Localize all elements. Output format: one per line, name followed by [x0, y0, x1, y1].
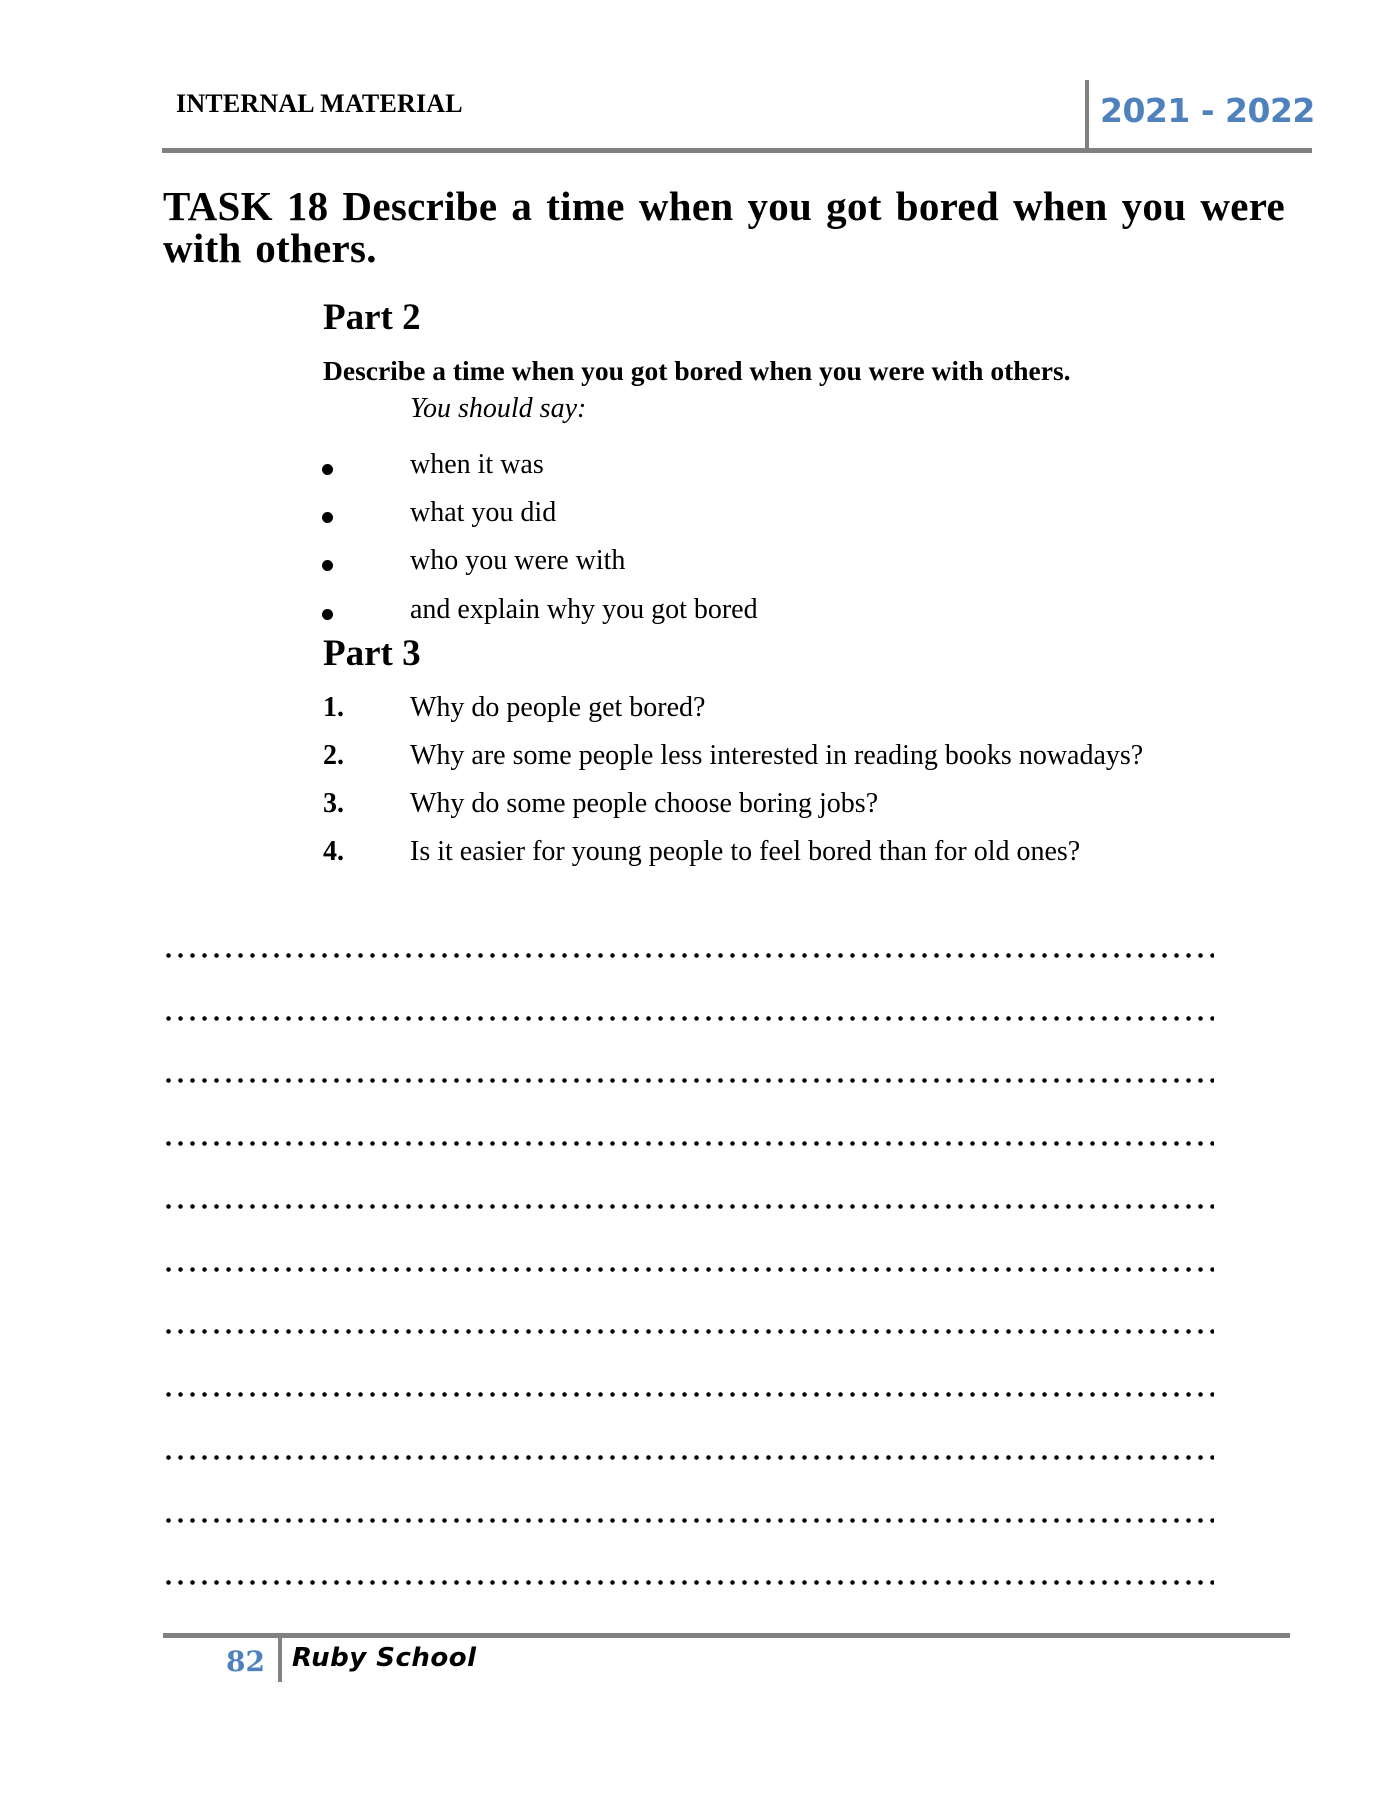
answer-line[interactable]: [166, 1016, 1214, 1021]
bullet-icon: [322, 464, 333, 475]
question-number: 3.: [323, 788, 344, 819]
footer-divider: [278, 1638, 282, 1682]
bullet-text: what you did: [410, 497, 557, 528]
header-divider: [1085, 80, 1089, 152]
answer-line[interactable]: [166, 953, 1214, 958]
part3-heading: Part 3: [323, 633, 421, 674]
cue-card-bullet: [322, 594, 1282, 634]
bullet-text: when it was: [410, 449, 544, 480]
header-year: 2021 - 2022: [1100, 91, 1315, 130]
question-text: Why do people get bored?: [410, 692, 706, 723]
question-text: Why are some people less interested in reading books nowadays?: [410, 740, 1144, 771]
bullet-text: and explain why you got bored: [410, 594, 758, 625]
cue-card-bullet: [322, 545, 1282, 585]
answer-line[interactable]: [166, 1518, 1214, 1523]
part2-heading: Part 2: [323, 297, 421, 338]
question-number: 2.: [323, 740, 344, 771]
answer-line[interactable]: [166, 1455, 1214, 1460]
answer-line[interactable]: [166, 1078, 1214, 1083]
answer-line[interactable]: [166, 1580, 1214, 1585]
answer-line[interactable]: [166, 1267, 1214, 1272]
school-logo-text: Ruby School: [292, 1643, 477, 1673]
answer-line[interactable]: [166, 1204, 1214, 1209]
bullet-icon: [322, 609, 333, 620]
question-item: [323, 836, 1283, 876]
footer-rule: [163, 1633, 1290, 1638]
question-text: Is it easier for young people to feel bored than for old ones?: [410, 836, 1081, 867]
answer-line[interactable]: [166, 1141, 1214, 1146]
part2-prompt: Describe a time when you got bored when you were with others.: [323, 355, 1071, 386]
question-item: [323, 692, 1283, 732]
question-item: [323, 740, 1283, 780]
question-number: 4.: [323, 836, 344, 867]
task-title: TASK 18 Describe a time when you got bored when you were with others.: [163, 183, 1285, 271]
question-number: 1.: [323, 692, 344, 723]
bullet-icon: [322, 560, 333, 571]
cue-card-bullet: [322, 497, 1282, 537]
question-item: [323, 788, 1283, 828]
answer-line[interactable]: [166, 1329, 1214, 1334]
page-number: 82: [226, 1645, 265, 1678]
bullet-text: who you were with: [410, 545, 626, 576]
answer-line[interactable]: [166, 1392, 1214, 1397]
question-text: Why do some people choose boring jobs?: [410, 788, 879, 819]
header-label: INTERNAL MATERIAL: [176, 89, 463, 118]
bullet-icon: [322, 512, 333, 523]
header-rule: [162, 148, 1312, 153]
part2-instruction: You should say:: [410, 393, 587, 424]
cue-card-bullet: [322, 449, 1282, 489]
